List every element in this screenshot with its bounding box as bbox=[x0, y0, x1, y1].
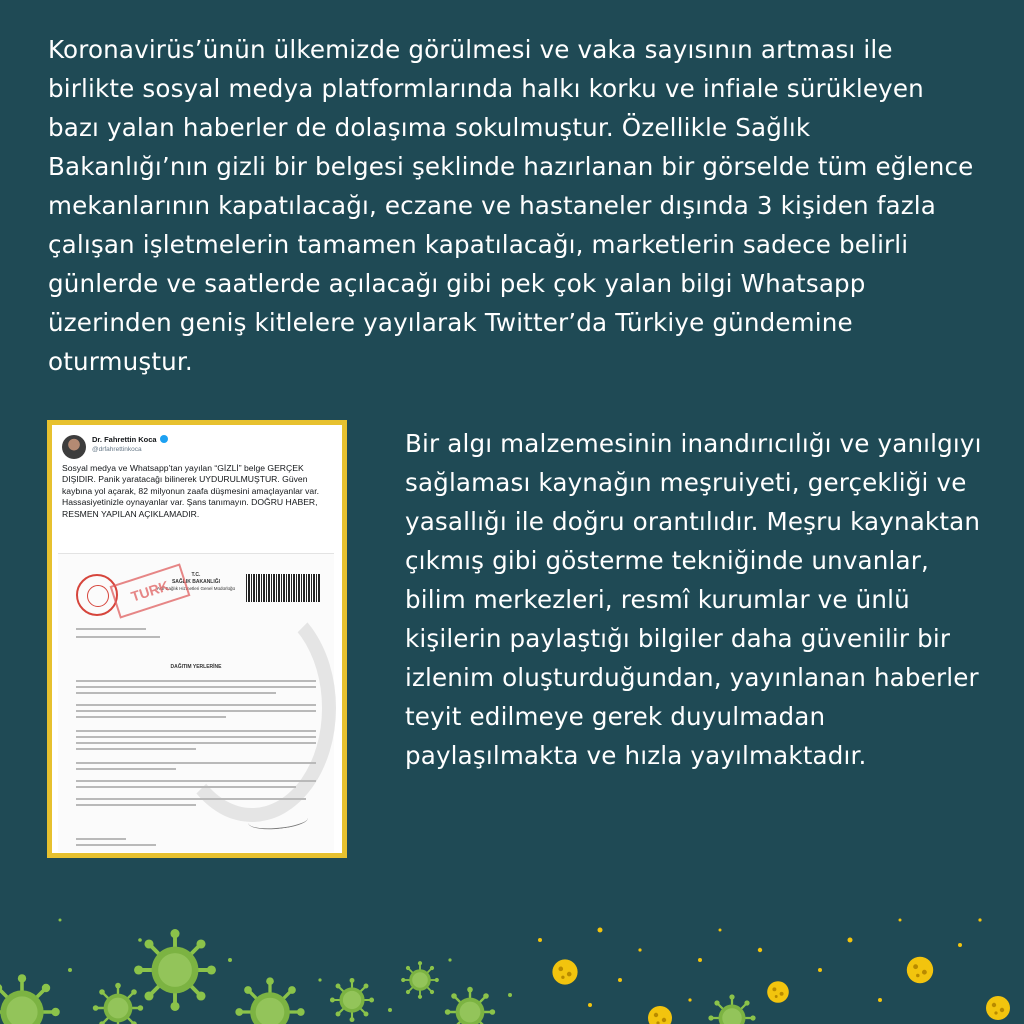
yellow-virus-icon bbox=[767, 981, 789, 1003]
green-virus-icon bbox=[445, 987, 495, 1024]
green-virus-icon bbox=[235, 977, 304, 1024]
doc-line bbox=[76, 704, 316, 706]
doc-line bbox=[76, 786, 296, 788]
author-name-row bbox=[92, 435, 168, 444]
doc-line bbox=[76, 736, 316, 738]
doc-line bbox=[76, 680, 316, 682]
watermark-text: TURK bbox=[129, 577, 171, 605]
tweet-card bbox=[52, 425, 342, 853]
doc-line bbox=[76, 710, 316, 712]
doc-header-line-2: SAĞLIK BAKANLIĞI bbox=[171, 579, 221, 585]
doc-line bbox=[76, 844, 156, 846]
doc-line bbox=[76, 768, 176, 770]
doc-line bbox=[76, 742, 316, 744]
doc-line bbox=[76, 748, 196, 750]
doc-line bbox=[76, 686, 316, 688]
green-virus-icon bbox=[401, 961, 439, 999]
intro-paragraph: Koronavirüs’ünün ülkemizde görülmesi ve vaka sayısının artması ile birlikte sosyal medya platformlarında halkı korku ve infiale sürükleyen bazı yalan haberler de dolaşıma sokulmuştur. Özellikle Sağlık Bakanlığı’nın gizli bir belgesi şeklinde hazırlanan bir görselde tüm eğlence mekanlarının kapatılacağı, eczane ve hastaneler dışında 3 kişiden fazla çalışan işletmelerin tamamen kapatılacağı, marketlerin sadece belirli günlerde ve saatlerde açılacağı gibi pek çok yalan bilgi Whatsapp üzerinden geniş kitlelere yayılarak Twitter’da Türkiye gündemine oturmuştur. bbox=[48, 35, 974, 376]
green-virus-icon bbox=[93, 983, 143, 1024]
doc-header-line-1: T.C. bbox=[191, 572, 201, 578]
doc-line bbox=[76, 780, 316, 782]
verified-badge-icon bbox=[160, 435, 168, 443]
doc-line bbox=[76, 628, 146, 630]
yellow-virus-icon bbox=[552, 959, 577, 984]
doc-line bbox=[76, 804, 196, 806]
green-virus-icon bbox=[134, 929, 216, 1011]
doc-line bbox=[76, 762, 316, 764]
doc-line bbox=[76, 692, 276, 694]
tweet-screenshot bbox=[47, 420, 347, 858]
doc-line bbox=[76, 730, 316, 732]
yellow-virus-icon bbox=[648, 1006, 672, 1024]
author-handle: @drfahrettinkoca bbox=[92, 446, 142, 453]
doc-line bbox=[76, 636, 160, 638]
yellow-virus-icon bbox=[907, 957, 933, 983]
body-paragraph: Bir algı malzemesinin inandırıcılığı ve yanılgıyı sağlaması kaynağın meşruiyeti, gerçekliği ve yasallığı ile doğru orantılıdır. Meşru kaynaktan çıkmış gibi gösterme tekniğinde unvanlar, bilim merkezleri, resmî kurumlar ve ünlü kişilerin paylaştığı bilgiler daha güvenilir bir izlenim oluşturduğundan, yayınlanan haberler teyit edilmeye gerek duyulmadan paylaşılmakta ve hızla yayılmaktadır. bbox=[405, 429, 982, 770]
doc-header-line-3: Acil Sağlık Hizmetleri Genel Müdürlüğü bbox=[156, 586, 236, 591]
author-name: Dr. Fahrettin Koca bbox=[92, 435, 157, 444]
doc-line bbox=[76, 716, 226, 718]
virus-decoration bbox=[0, 900, 1024, 1024]
author-avatar bbox=[62, 435, 86, 459]
doc-subject: DAĞITIM YERLERİNE bbox=[170, 664, 222, 670]
tweet-text: Sosyal medya ve Whatsapp’tan yayılan “GİZLİ” belge GERÇEK DIŞIDIR. Panik yaratacağı bilinerek UYDURULMUŞTUR. Güven kaybına yol açarak, 82 milyonun zaafa düşmesini amaçlayanlar var. Hassasiyetinizle oynayanlar var. Şans tanımayın. DOĞRU HABER, RESMEN YAPILAN AÇIKLAMADIR. bbox=[62, 463, 319, 519]
green-virus-icon bbox=[708, 994, 755, 1024]
fake-document-image bbox=[58, 553, 334, 852]
yellow-virus-icon bbox=[986, 996, 1010, 1020]
doc-line bbox=[76, 838, 126, 840]
doc-line bbox=[76, 798, 306, 800]
green-virus-icon bbox=[330, 978, 374, 1022]
green-virus-icon bbox=[0, 974, 60, 1024]
